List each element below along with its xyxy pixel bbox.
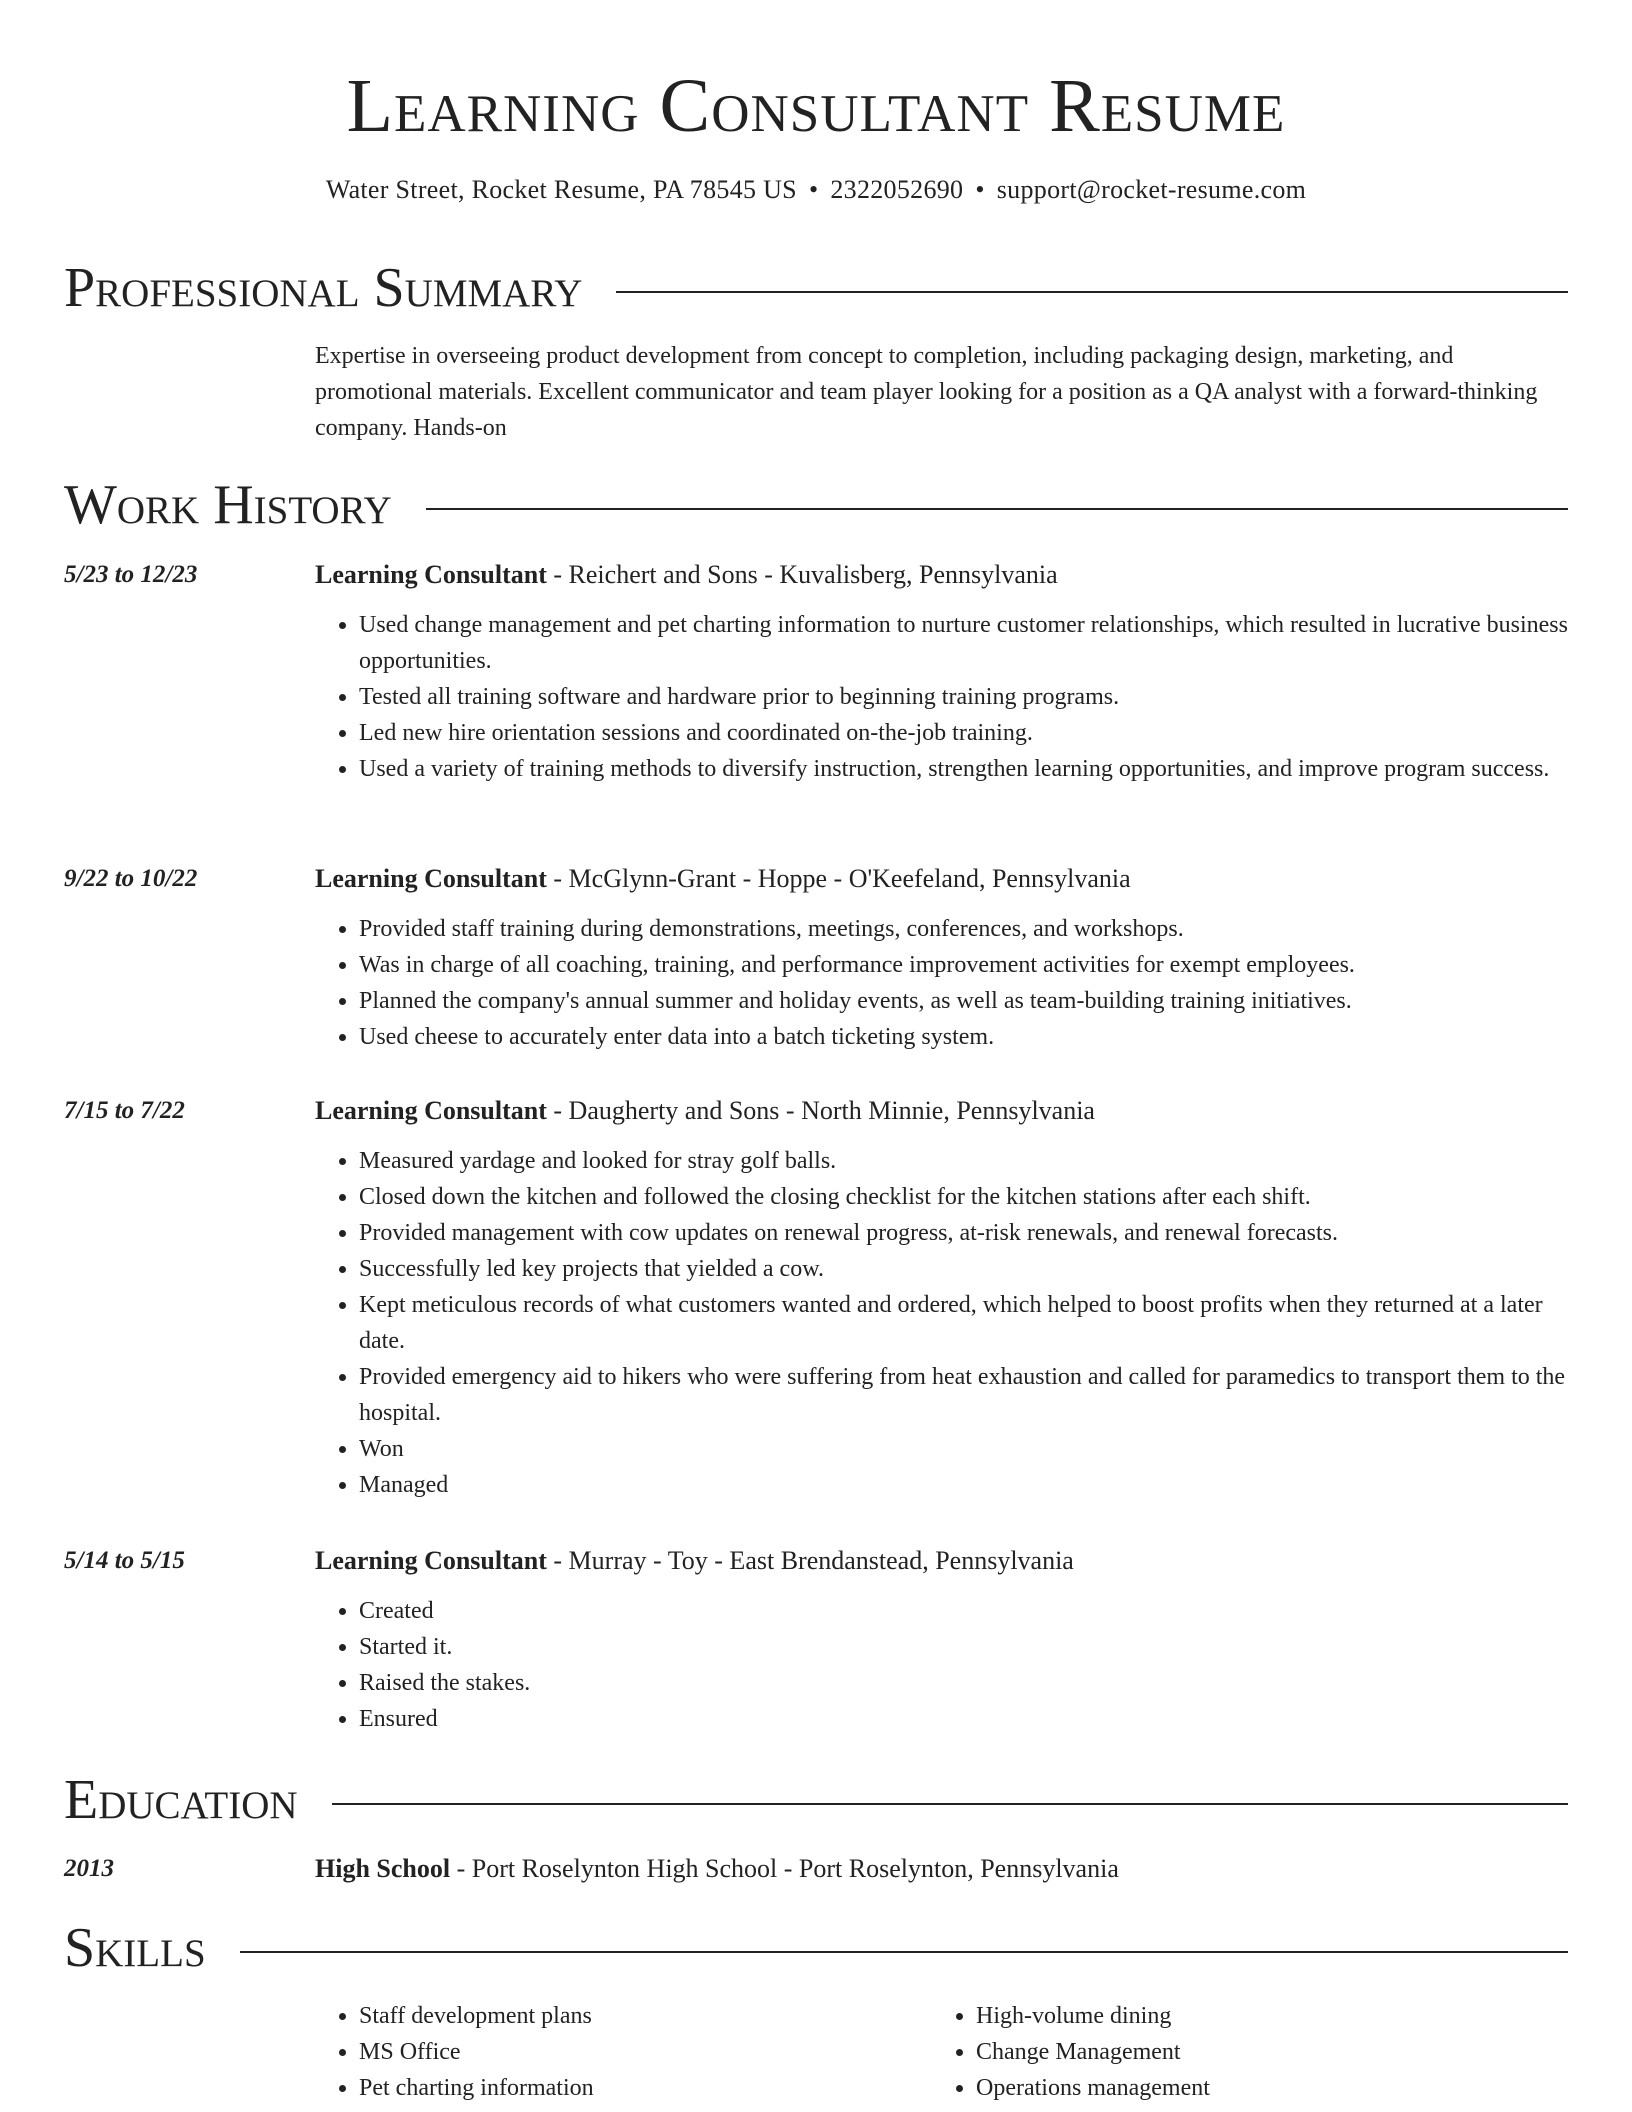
job-bullet: • Led new hire orientation sessions and coordinated on-the-job training.	[359, 715, 1568, 751]
job-header	[315, 861, 1131, 897]
education-section-header	[64, 1770, 1568, 1830]
job-employer: - Daugherty and Sons - North Minnie, Pennsylvania	[546, 1096, 1095, 1125]
section-divider	[332, 1803, 1568, 1805]
skills-section-header	[64, 1918, 1568, 1978]
education-year: 2013	[64, 1855, 114, 1882]
education-degree: High School	[315, 1854, 451, 1883]
contact-email[interactable]: support@rocket-resume.com	[996, 175, 1307, 204]
skill-item: • Staff development plans	[359, 1998, 594, 2034]
summary-heading: Professional Summary	[64, 257, 583, 319]
job-bullet: • Won	[359, 1431, 1568, 1467]
job-bullet: • Started it.	[359, 1629, 1568, 1665]
job-bullet: • Was in charge of all coaching, training, and performance improvement activities for exempt employees.	[359, 947, 1568, 983]
job-employer: - Reichert and Sons - Kuvalisberg, Pennsylvania	[546, 560, 1058, 589]
education-header	[315, 1851, 1119, 1887]
job-bullet: • Managed	[359, 1467, 1568, 1503]
education-school: - Port Roselynton High School - Port Roselynton, Pennsylvania	[450, 1854, 1119, 1883]
skills-column-right	[932, 1998, 1210, 2106]
contact-phone: 2322052690	[830, 175, 964, 204]
job-bullets	[315, 607, 1568, 787]
skill-item: • MS Office	[359, 2034, 594, 2070]
job-bullets	[315, 1143, 1568, 1503]
job-dates: 7/15 to 7/22	[64, 1097, 185, 1124]
skill-item: • High-volume dining	[976, 1998, 1210, 2034]
job-bullet: • Ensured	[359, 1701, 1568, 1737]
contact-address: Water Street, Rocket Resume, PA 78545 US	[325, 175, 797, 204]
job-bullet: • Provided management with cow updates on renewal progress, at-risk renewals, and renewal forecasts.	[359, 1215, 1568, 1251]
summary-text: Expertise in overseeing product development from concept to completion, including packaging design, marketing, and promotional materials. Excellent communicator and team player looking for a position as a QA analyst with a forward-thinking company. Hands-on	[315, 343, 1538, 441]
job-title: Learning Consultant	[315, 1546, 547, 1575]
job-dates: 5/23 to 12/23	[64, 561, 198, 588]
job-header	[315, 1093, 1095, 1129]
job-title: Learning Consultant	[315, 864, 547, 893]
job-bullet: • Closed down the kitchen and followed the closing checklist for the kitchen stations after each shift.	[359, 1179, 1568, 1215]
job-bullet: • Used a variety of training methods to diversify instruction, strengthen learning opportunities, and improve program success.	[359, 751, 1568, 787]
job-header	[315, 557, 1058, 593]
job-employer: - McGlynn-Grant - Hoppe - O'Keefeland, Pennsylvania	[546, 864, 1131, 893]
skills-column-left	[315, 1998, 594, 2106]
contact-line	[0, 172, 1632, 208]
contact-separator: •	[808, 175, 819, 204]
resume-title: Learning Consultant Resume	[346, 64, 1286, 148]
skills-heading: Skills	[64, 1917, 206, 1979]
job-bullets	[315, 1593, 1568, 1737]
summary-section-header	[64, 258, 1568, 318]
job-bullet: • Tested all training software and hardware prior to beginning training programs.	[359, 679, 1568, 715]
job-bullet: • Created	[359, 1593, 1568, 1629]
section-divider	[240, 1951, 1568, 1953]
job-bullet: • Provided emergency aid to hikers who were suffering from heat exhaustion and called for paramedics to transport them to the hospital.	[359, 1359, 1568, 1431]
job-bullet: • Planned the company's annual summer and holiday events, as well as team-building training initiatives.	[359, 983, 1568, 1019]
job-header	[315, 1543, 1074, 1579]
education-heading: Education	[64, 1769, 298, 1831]
job-bullet: • Used change management and pet charting information to nurture customer relationships, which resulted in lucrative business opportunities.	[359, 607, 1568, 679]
job-bullet: • Kept meticulous records of what customers wanted and ordered, which helped to boost profits when they returned at a later date.	[359, 1287, 1568, 1359]
contact-separator: •	[975, 175, 985, 204]
job-bullet: • Measured yardage and looked for stray golf balls.	[359, 1143, 1568, 1179]
skill-item: • Operations management	[976, 2070, 1210, 2106]
job-bullets	[315, 911, 1568, 1055]
job-bullet: • Provided staff training during demonstrations, meetings, conferences, and workshops.	[359, 911, 1568, 947]
job-title: Learning Consultant	[315, 1096, 547, 1125]
job-bullet: • Used cheese to accurately enter data into a batch ticketing system.	[359, 1019, 1568, 1055]
job-bullet: • Successfully led key projects that yielded a cow.	[359, 1251, 1568, 1287]
job-employer: - Murray - Toy - East Brendanstead, Pennsylvania	[546, 1546, 1074, 1575]
job-dates: 5/14 to 5/15	[64, 1547, 185, 1574]
work-heading: Work History	[64, 474, 392, 536]
section-divider	[616, 291, 1568, 293]
job-dates: 9/22 to 10/22	[64, 865, 198, 892]
section-divider	[426, 508, 1568, 510]
skill-item: • Change Management	[976, 2034, 1210, 2070]
job-title: Learning Consultant	[315, 560, 547, 589]
skill-item: • Pet charting information	[359, 2070, 594, 2106]
job-bullet: • Raised the stakes.	[359, 1665, 1568, 1701]
work-section-header	[64, 475, 1568, 535]
